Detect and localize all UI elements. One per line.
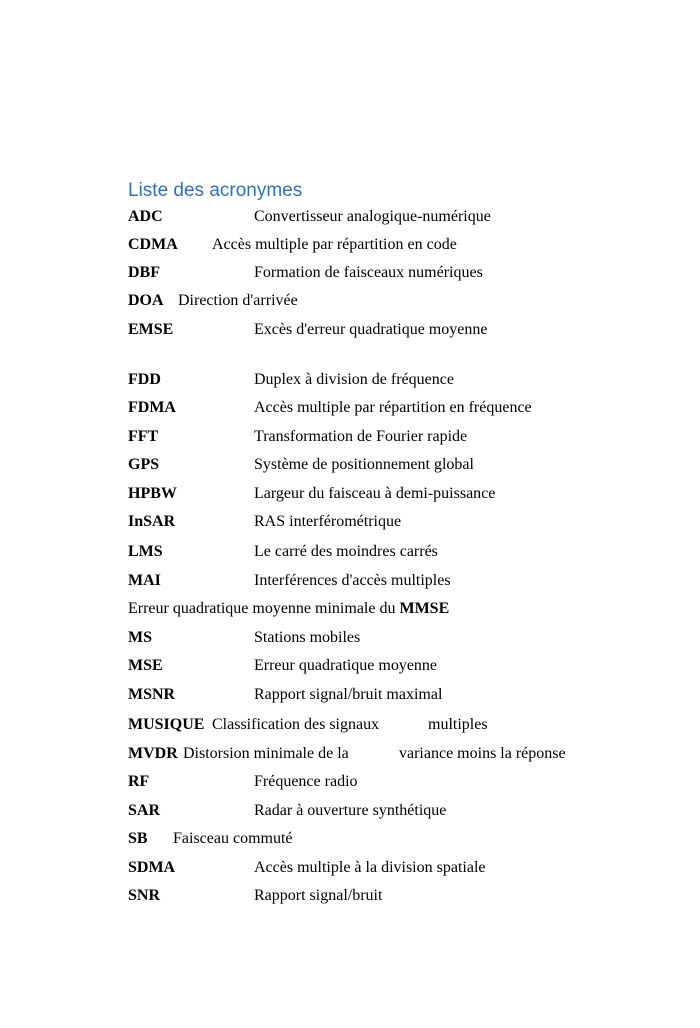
- acronym-row-fdd: [128, 370, 454, 390]
- acronym: DOA: [128, 292, 164, 309]
- acronym: LMS: [128, 543, 163, 560]
- definition: Rapport signal/bruit maximal: [254, 686, 443, 703]
- acronym-row-mse: [128, 656, 438, 676]
- definition: Excès d'erreur quadratique moyenne: [254, 321, 488, 338]
- acronym: MS: [128, 629, 152, 646]
- acronym-row-msnr: [128, 685, 443, 705]
- acronym: SB: [128, 830, 148, 847]
- acronym-row-sb: [128, 829, 293, 849]
- acronym-row-sdma: [128, 858, 486, 878]
- acronym: SNR: [128, 887, 161, 904]
- acronym-row-ms: [128, 628, 361, 648]
- definition: Direction d'arrivée: [178, 292, 298, 309]
- acronym: SDMA: [128, 859, 176, 876]
- definition-tail: variance moins la réponse: [399, 745, 566, 762]
- definition: Classification des signaux: [212, 716, 380, 733]
- acronym: HPBW: [128, 485, 177, 502]
- acronym: MSE: [128, 657, 163, 674]
- acronym: InSAR: [128, 513, 176, 530]
- definition: Le carré des moindres carrés: [254, 543, 438, 560]
- definition: Formation de faisceaux numériques: [254, 264, 483, 281]
- definition: Stations mobiles: [254, 629, 361, 646]
- acronym-row-doa: [128, 291, 298, 311]
- acronym-row-insar: [128, 512, 402, 532]
- definition: RAS interférométrique: [254, 513, 402, 530]
- definition: Accès multiple par répartition en code: [212, 236, 457, 253]
- acronym: MMSE: [399, 600, 450, 617]
- acronym-row-cdma: [128, 235, 457, 255]
- definition: Transformation de Fourier rapide: [254, 428, 468, 445]
- acronym-row-fdma: [128, 398, 532, 418]
- definition: Largeur du faisceau à demi-puissance: [254, 485, 496, 502]
- definition: Rapport signal/bruit: [254, 887, 383, 904]
- acronym: MAI: [128, 572, 161, 589]
- definition: Système de positionnement global: [254, 456, 474, 473]
- acronym-row-dbf: [128, 263, 483, 283]
- acronym-row-hpbw: [128, 484, 496, 504]
- acronym-row-mai: [128, 571, 451, 591]
- acronym: MVDR: [128, 745, 178, 762]
- acronym: MSNR: [128, 686, 176, 703]
- acronym: FDMA: [128, 399, 176, 416]
- acronym-row-emse: [128, 320, 488, 340]
- definition: Accès multiple à la division spatiale: [254, 859, 486, 876]
- definition-tail: multiples: [428, 716, 488, 733]
- acronym: GPS: [128, 456, 160, 473]
- acronym: DBF: [128, 264, 160, 281]
- acronym: RF: [128, 773, 150, 790]
- acronym: FFT: [128, 428, 159, 445]
- acronym-row-gps: [128, 455, 474, 475]
- acronym: MUSIQUE: [128, 716, 205, 733]
- acronym-row-sar: [128, 801, 447, 821]
- definition: Duplex à division de fréquence: [254, 371, 454, 388]
- definition: Faisceau commuté: [173, 830, 293, 847]
- definition: Accès multiple par répartition en fréquence: [254, 399, 532, 416]
- acronym-row-rf: [128, 772, 358, 792]
- acronym: CDMA: [128, 236, 178, 253]
- acronym: SAR: [128, 802, 161, 819]
- definition: Erreur quadratique moyenne: [254, 657, 438, 674]
- acronym: FDD: [128, 371, 161, 388]
- acronym-row-musique: [128, 715, 488, 735]
- acronym-row-mmse: [128, 599, 449, 619]
- definition: Interférences d'accès multiples: [254, 572, 451, 589]
- definition: Erreur quadratique moyenne minimale du: [128, 600, 396, 617]
- definition: Fréquence radio: [254, 773, 358, 790]
- page-title: Liste des acronymes: [128, 180, 303, 201]
- acronym: ADC: [128, 208, 163, 225]
- acronym-row-snr: [128, 886, 383, 906]
- acronym-row-lms: [128, 542, 438, 562]
- acronym-row-fft: [128, 427, 468, 447]
- acronym: EMSE: [128, 321, 174, 338]
- acronym-row-adc: [128, 207, 491, 227]
- definition: Convertisseur analogique-numérique: [254, 208, 491, 225]
- definition: Radar à ouverture synthétique: [254, 802, 447, 819]
- definition: Distorsion minimale de la: [183, 745, 349, 762]
- acronym-row-mvdr: [128, 744, 566, 764]
